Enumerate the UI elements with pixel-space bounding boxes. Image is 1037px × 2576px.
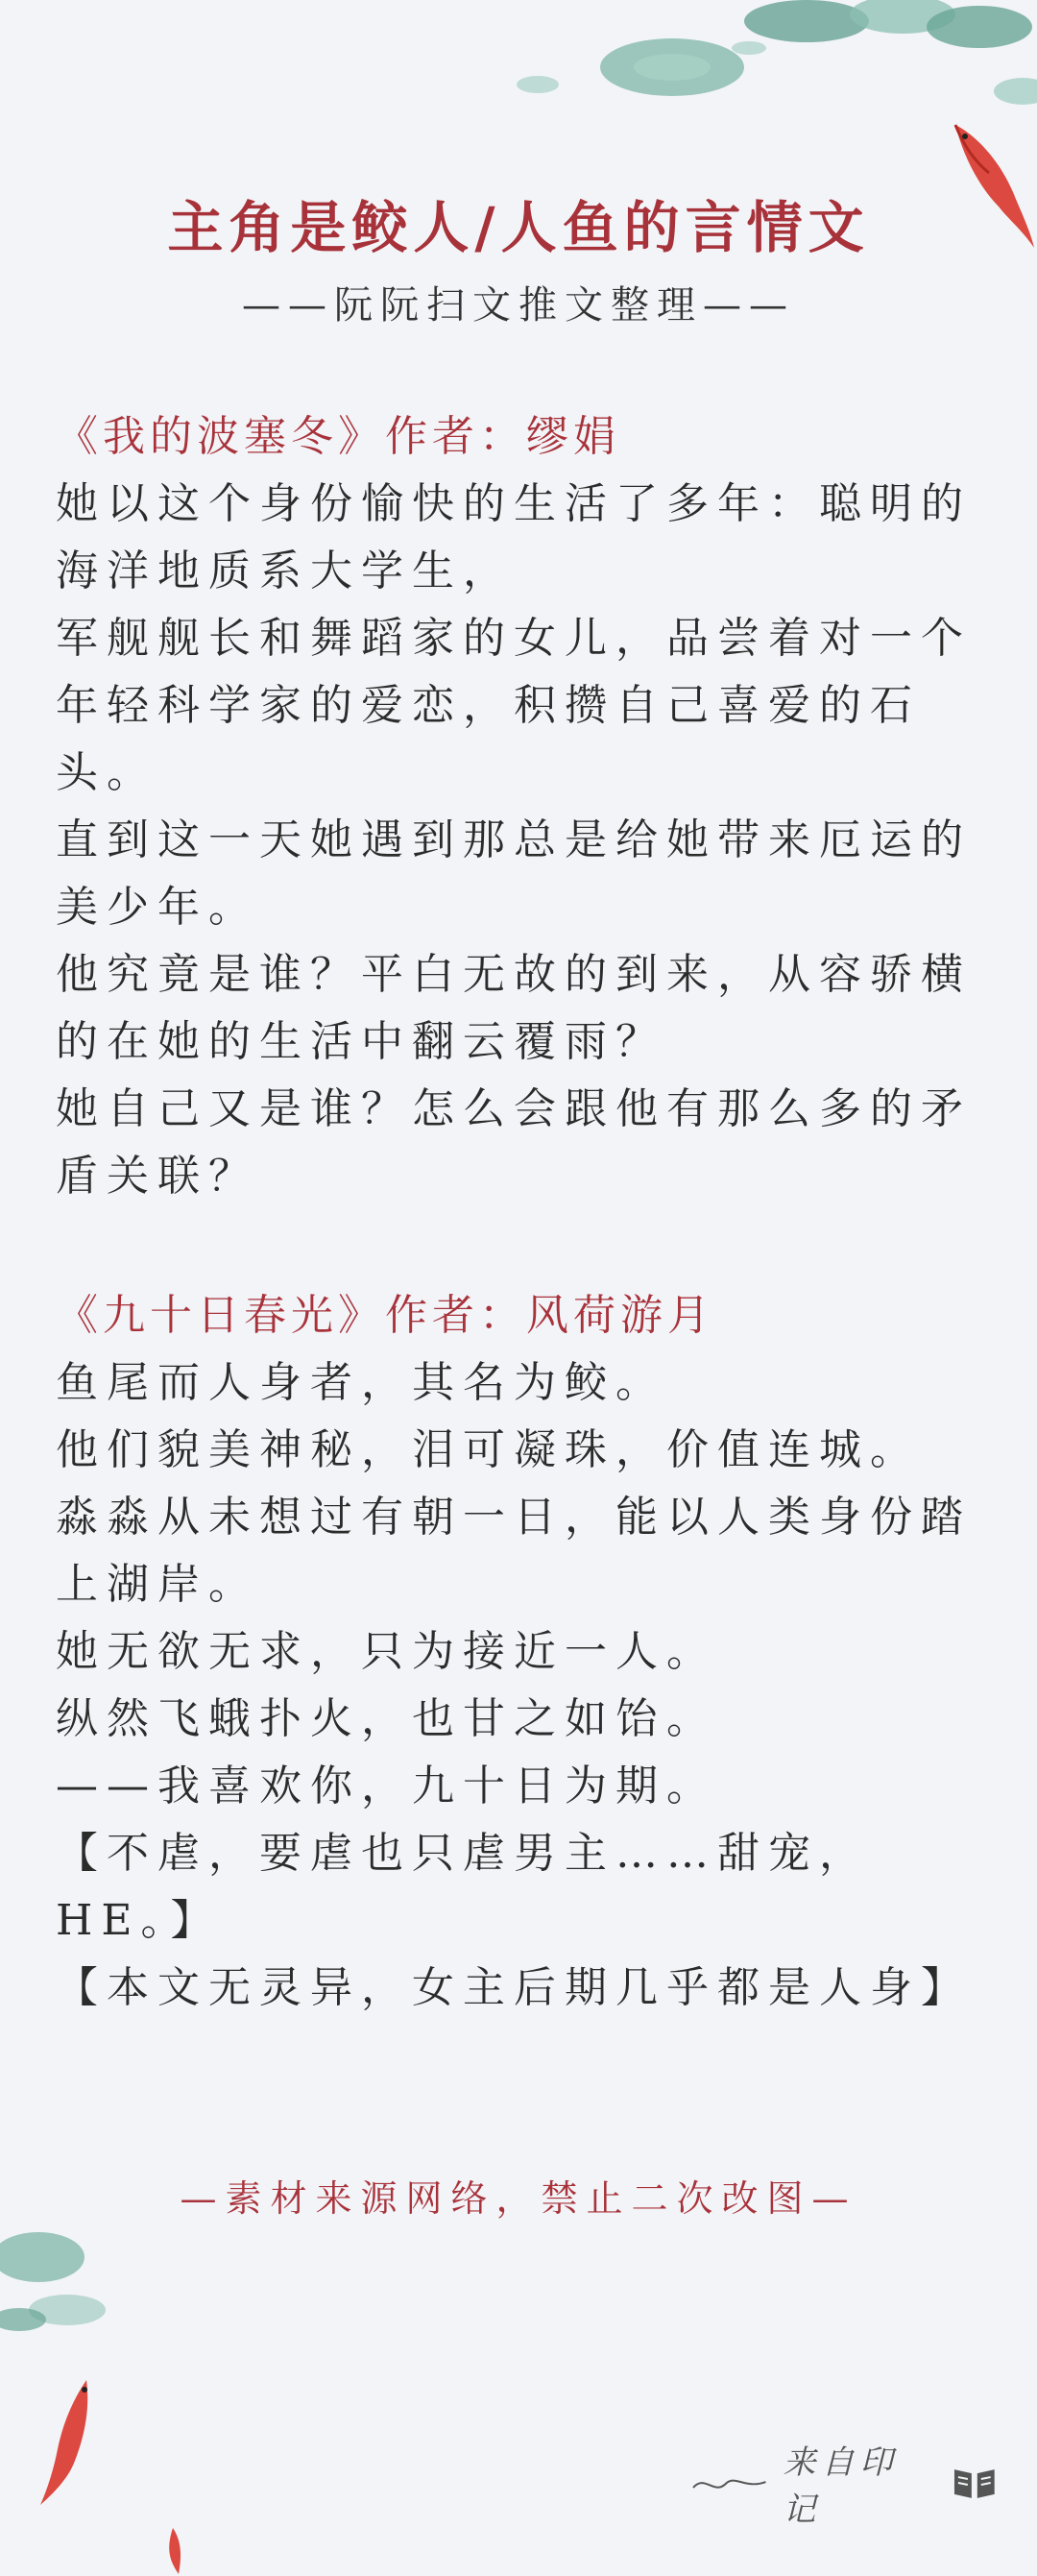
book-icon: [951, 2464, 999, 2502]
book-paragraph: 【不虐，要虐也只虐男主……甜宠，HE。】: [56, 1829, 870, 1945]
book-paragraph: 她以这个身份愉快的生活了多年：聪明的海洋地质系大学生，: [56, 479, 972, 595]
book-paragraph: 他们貌美神秘，泪可凝珠，价值连城。: [56, 1425, 921, 1474]
goldfish-bottom-decoration: [29, 2372, 106, 2507]
book-section-2: [56, 1282, 983, 2022]
lotus-leaves-top-decoration: [499, 0, 1037, 115]
source-note: —素材来源网络，禁止二次改图—: [180, 2177, 857, 2220]
book-paragraph: 鱼尾而人身者，其名为鲛。: [56, 1358, 666, 1407]
book-heading: 《我的波塞冬》作者：缪娟: [56, 412, 620, 461]
small-goldfish-decoration: [154, 2524, 192, 2576]
signature-flourish-icon: [691, 2468, 767, 2497]
book-paragraph: 军舰舰长和舞蹈家的女儿，品尝着对一个年轻科学家的爱恋，积攒自己喜爱的石头。: [56, 614, 972, 797]
book-heading: 《九十日春光》作者：风荷游月: [56, 1291, 714, 1340]
book-paragraph: 直到这一天她遇到那总是给她带来厄运的美少年。: [56, 815, 972, 932]
signature-text: 来自印记: [783, 2443, 899, 2529]
signature: [691, 2443, 999, 2529]
book-paragraph: 【本文无灵异，女主后期几乎都是人身】: [56, 1963, 972, 2012]
book-paragraph: ——我喜欢你，九十日为期。: [56, 1762, 717, 1810]
page-title: 主角是鲛人/人鱼的言情文: [167, 195, 870, 260]
book-paragraph: 她无欲无求，只为接近一人。: [56, 1627, 717, 1676]
book-section-1: [56, 403, 983, 1210]
book-paragraph: 他究竟是谁？平白无故的到来，从容骄横的在她的生活中翻云覆雨？: [56, 950, 972, 1066]
page-subtitle: ——阮阮扫文推文整理——: [242, 283, 795, 328]
lotus-leaves-bottom-decoration: [0, 2219, 134, 2353]
book-paragraph: 她自己又是谁？怎么会跟他有那么多的矛盾关联？: [56, 1084, 972, 1201]
book-paragraph: 淼淼从未想过有朝一日，能以人类身份踏上湖岸。: [56, 1493, 972, 1609]
book-paragraph: 纵然飞蛾扑火，也甘之如饴。: [56, 1694, 717, 1743]
